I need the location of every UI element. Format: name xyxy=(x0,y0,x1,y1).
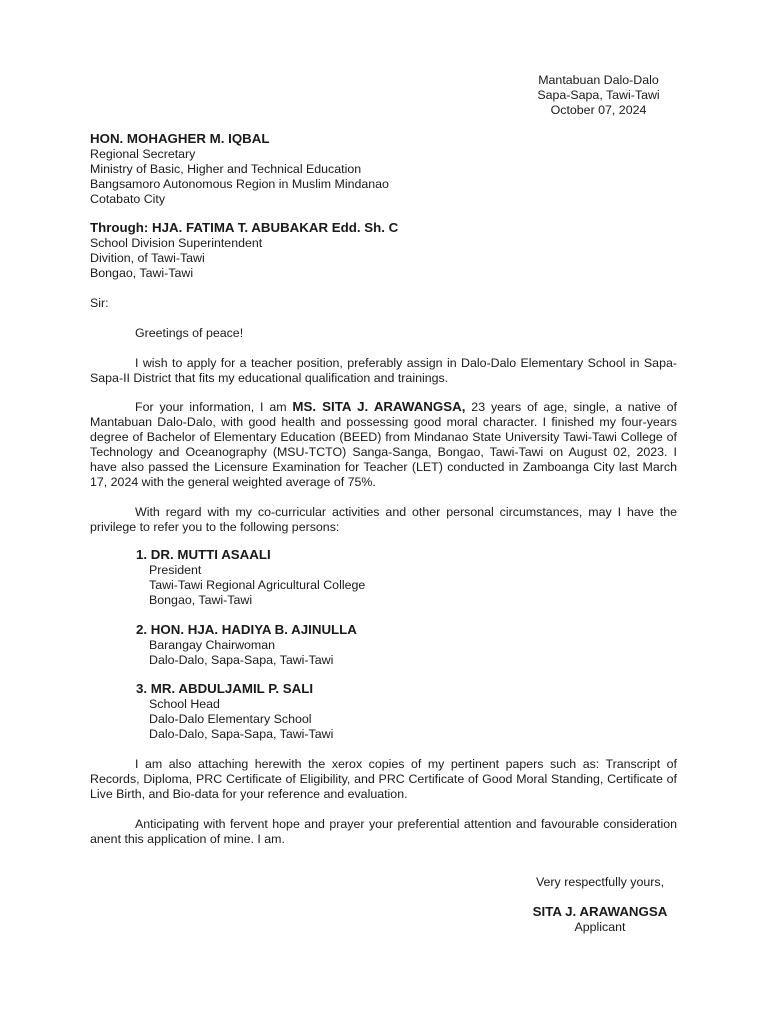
through-line: School Division Superintendent xyxy=(90,235,263,250)
salutation: Sir: xyxy=(90,296,109,310)
paragraph-3-text: With regard with my co-curricular activities and other personal circumstances, may I have the privilege to refer you to the following persons: xyxy=(90,505,677,534)
paragraph-1-text: I wish to apply for a teacher position, preferably assign in Dalo-Dalo Elementary School in Sapa-Sapa-II District that fits my educational qualification and trainings. xyxy=(90,356,677,385)
reference-title: Barangay Chairwoman xyxy=(149,637,276,652)
reference-2 xyxy=(136,623,536,668)
paragraph-2-before: For your information, I am xyxy=(135,400,293,414)
reference-address: Dalo-Dalo, Sapa-Sapa, Tawi-Tawi xyxy=(149,652,334,667)
signature-title: Applicant xyxy=(574,920,626,934)
paragraph-4-text: I am also attaching herewith the xerox copies of my pertinent papers such as: Transcript of Records, Diploma, PRC Certificate of Eligibility, and PRC Certificate of Good Moral Standing, Certificate of Live Birth, and Bio-data for your reference and evaluation. xyxy=(90,757,677,801)
recipient-block xyxy=(90,132,677,207)
paragraph-3 xyxy=(90,505,677,535)
recipient-line: Bangsamoro Autonomous Region in Muslim Mindanao xyxy=(90,176,389,191)
through-line: Bongao, Tawi-Tawi xyxy=(90,265,194,280)
reference-title: School Head xyxy=(149,696,220,711)
through-name: Through: HJA. FATIMA T. ABUBAKAR Edd. Sh. C xyxy=(90,220,399,235)
applicant-name-inline: MS. SITA J. ARAWANGSA, xyxy=(292,399,466,414)
through-line: Divition, of Tawi-Tawi xyxy=(90,250,205,265)
greeting-text: Greetings of peace! xyxy=(135,326,244,340)
reference-3 xyxy=(136,682,536,742)
letter-date: October 07, 2024 xyxy=(550,103,647,117)
paragraph-5-text: Anticipating with fervent hope and prayer your preferential attention and favourable consideration anent this application of mine. I am. xyxy=(90,817,677,846)
paragraph-4 xyxy=(90,757,677,802)
recipient-line: Cotabato City xyxy=(90,191,166,206)
reference-name: 3. MR. ABDULJAMIL P. SALI xyxy=(136,681,314,696)
greeting xyxy=(90,326,677,341)
recipient-line: Regional Secretary xyxy=(90,146,196,161)
paragraph-2-text xyxy=(90,400,677,489)
recipient-name: HON. MOHAGHER M. IQBAL xyxy=(90,131,270,146)
reference-address: Bongao, Tawi-Tawi xyxy=(149,592,253,607)
paragraph-2 xyxy=(90,400,677,489)
through-block xyxy=(90,221,677,281)
signature-name: SITA J. ARAWANGSA xyxy=(532,904,668,919)
reference-title: President xyxy=(149,562,202,577)
paragraph-2-after: 23 years of age, single, a native of Mantabuan Dalo-Dalo, with good health and possessing good moral character. I finished my four-years degree of Bachelor of Elementary Education (BEED) from Mindanao State University Tawi-Tawi College of Technology and Oceanography (MSU-TCTO) Sanga-Sanga, Bongao, Tawi-Tawi on August 02, 2023. I have also passed the Licensure Examination for Teacher (LET) conducted in Zamboanga City last March 17, 2024 with the general weighted average of 75%. xyxy=(90,400,678,489)
sender-address xyxy=(500,73,697,118)
paragraph-1 xyxy=(90,356,677,386)
reference-org: Dalo-Dalo Elementary School xyxy=(149,711,312,726)
closing: Very respectfully yours, xyxy=(535,875,665,889)
reference-name: 2. HON. HJA. HADIYA B. AJINULLA xyxy=(136,622,357,637)
reference-name: 1. DR. MUTTI ASAALI xyxy=(136,547,271,562)
recipient-line: Ministry of Basic, Higher and Technical Education xyxy=(90,161,362,176)
sender-address-line: Sapa-Sapa, Tawi-Tawi xyxy=(537,88,660,102)
reference-org: Tawi-Tawi Regional Agricultural College xyxy=(149,577,366,592)
paragraph-5 xyxy=(90,817,677,847)
reference-address: Dalo-Dalo, Sapa-Sapa, Tawi-Tawi xyxy=(149,726,334,741)
sender-address-line: Mantabuan Dalo-Dalo xyxy=(538,73,659,87)
reference-1 xyxy=(136,548,536,608)
